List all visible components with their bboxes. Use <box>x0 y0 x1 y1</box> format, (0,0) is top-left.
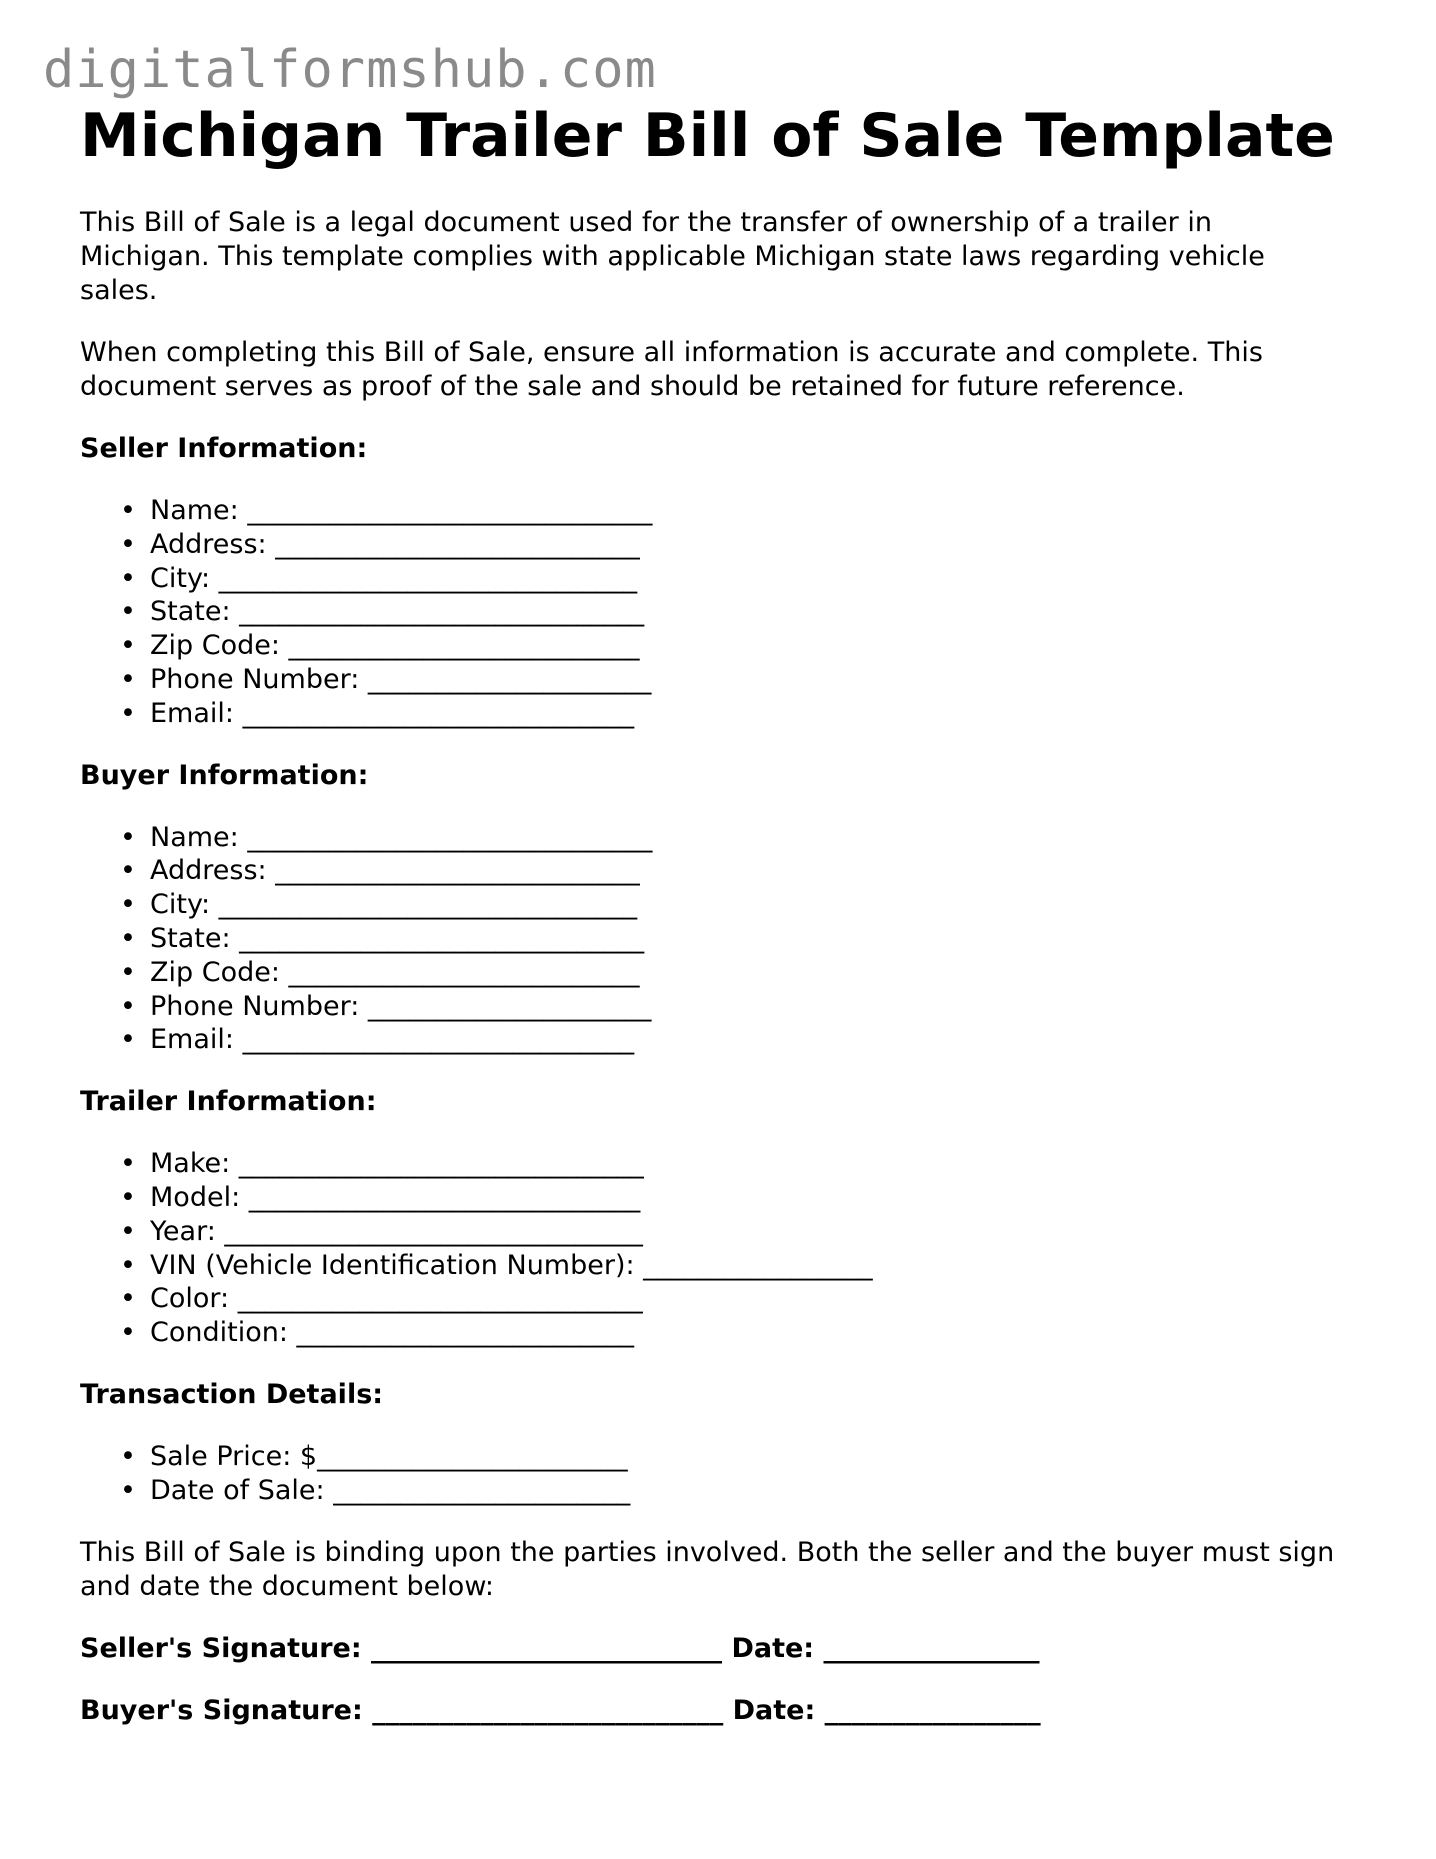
document-page <box>80 102 1380 1728</box>
trailer-make-field[interactable]: • Make: ______________________________ <box>150 1147 1380 1181</box>
buyer-phone-field[interactable]: • Phone Number: _____________________ <box>150 990 1380 1024</box>
buyer-section-heading: Buyer Information: <box>80 759 369 791</box>
buyer-address-field[interactable]: • Address: ___________________________ <box>150 854 1380 888</box>
buyer-city-field[interactable]: • City: _______________________________ <box>150 888 1380 922</box>
sale-date-field[interactable]: • Date of Sale: ______________________ <box>150 1474 1380 1508</box>
seller-zip-field[interactable]: • Zip Code: __________________________ <box>150 629 1380 663</box>
trailer-color-field[interactable]: • Color: ______________________________ <box>150 1282 1380 1316</box>
seller-city-field[interactable]: • City: _______________________________ <box>150 562 1380 596</box>
closing-paragraph: This Bill of Sale is binding upon the parties involved. Both the seller and the buyer must sign and date the document below: <box>80 1536 1335 1602</box>
buyer-zip-field[interactable]: • Zip Code: __________________________ <box>150 956 1380 990</box>
buyer-signature-line[interactable]: Buyer's Signature: __________________________ Date: ________________ <box>80 1694 1041 1726</box>
sale-price-field[interactable]: • Sale Price: $_______________________ <box>150 1440 1380 1474</box>
trailer-condition-field[interactable]: • Condition: _________________________ <box>150 1316 1380 1350</box>
seller-state-field[interactable]: • State: ______________________________ <box>150 595 1380 629</box>
seller-email-field[interactable]: • Email: _____________________________ <box>150 697 1380 731</box>
seller-signature-line[interactable]: Seller's Signature: __________________________ Date: ________________ <box>80 1632 1040 1664</box>
buyer-field-list <box>80 821 1380 1058</box>
page-title: Michigan Trailer Bill of Sale Template <box>80 101 1335 171</box>
seller-field-list <box>80 494 1380 731</box>
transaction-field-list <box>80 1440 1380 1508</box>
seller-phone-field[interactable]: • Phone Number: _____________________ <box>150 663 1380 697</box>
trailer-section-heading: Trailer Information: <box>80 1086 377 1118</box>
buyer-state-field[interactable]: • State: ______________________________ <box>150 922 1380 956</box>
instructions-paragraph: When completing this Bill of Sale, ensure all information is accurate and complete. This document serves as proof of the sale and should be retained for future reference. <box>80 337 1263 402</box>
trailer-vin-field[interactable]: • VIN (Vehicle Identification Number): _________________ <box>150 1249 1380 1283</box>
intro-paragraph: This Bill of Sale is a legal document used for the transfer of ownership of a trailer in Michigan. This template complies with applicable Michigan state laws regarding vehicle sales. <box>80 207 1265 306</box>
seller-name-field[interactable]: • Name: ______________________________ <box>150 494 1380 528</box>
buyer-email-field[interactable]: • Email: _____________________________ <box>150 1023 1380 1057</box>
seller-address-field[interactable]: • Address: ___________________________ <box>150 528 1380 562</box>
trailer-model-field[interactable]: • Model: _____________________________ <box>150 1181 1380 1215</box>
transaction-section-heading: Transaction Details: <box>80 1378 384 1410</box>
seller-section-heading: Seller Information: <box>80 433 368 464</box>
trailer-year-field[interactable]: • Year: _______________________________ <box>150 1215 1380 1249</box>
watermark: digitalformshub.com <box>43 40 657 100</box>
trailer-field-list <box>80 1147 1380 1350</box>
buyer-name-field[interactable]: • Name: ______________________________ <box>150 821 1380 855</box>
